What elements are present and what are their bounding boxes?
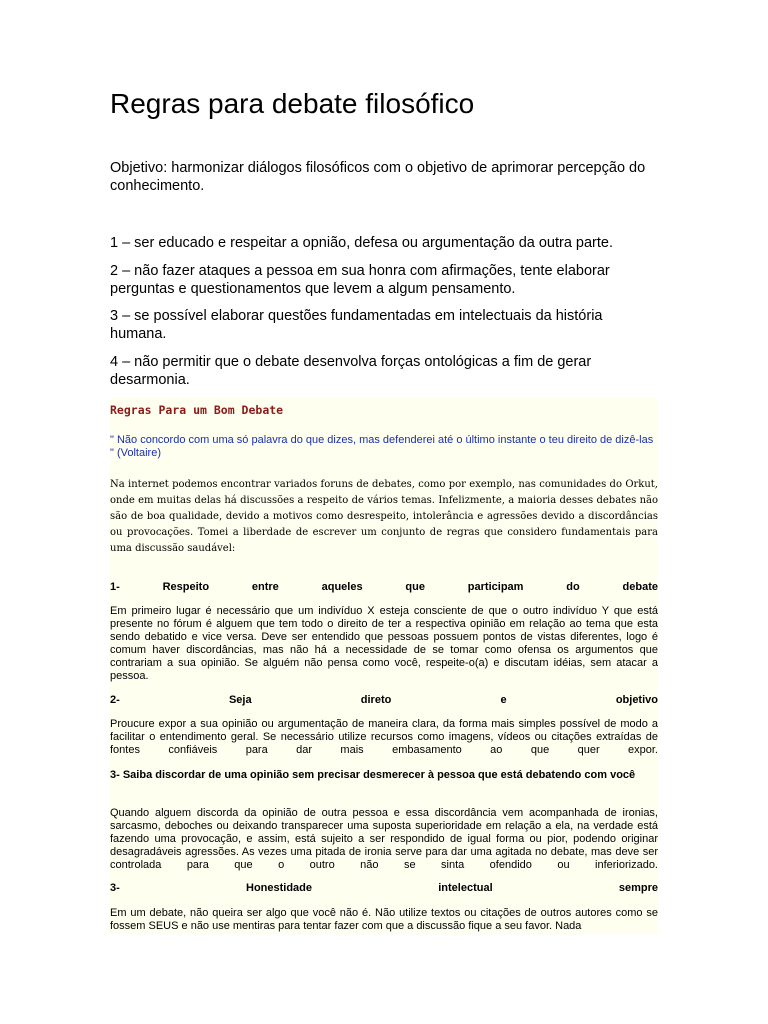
section-3-heading: 3- Saiba discordar de uma opinião sem precisar desmerecer à pessoa que está debatendo com você — [110, 769, 636, 781]
section-2-heading: 2- Seja direto e objetivo — [110, 694, 658, 706]
section-4-heading: 3- Honestidade intelectual sempre — [110, 882, 658, 894]
debate-rules-box — [110, 398, 658, 934]
section-3-body: Quando alguem discorda da opinião de outra pessoa e essa discordância vem acompanhada de ironias, sarcasmo, deboches ou deixando transparecer uma suposta superioridade em relação a ela, na verdade está fazendo uma provocação, e assim, está sujeito a ser respondido de igual forma ou pior, podendo originar desagradáveis agressões. As vezes uma pitada de ironia serve para dar uma agitada no debate, mas deve ser controlada para que o outro não se sinta ofendido ou inferiorizado. — [110, 807, 658, 871]
rule-1: 1 – ser educado e respeitar a opnião, defesa ou argumentação da outra parte. — [110, 235, 614, 251]
section-2-body: Proucure expor a sua opinião ou argumentação de maneira clara, da forma mais simples possível de modo a facilitar o entendimento geral. Se necessário utilize recursos como imagens, vídeos ou citações extraídas de fontes confiáveis para dar mais embasamento ao que quer expor. — [110, 718, 658, 756]
objective-paragraph: Objetivo: harmonizar diálogos filosóficos com o objetivo de aprimorar percepção do conhecimento. — [110, 160, 646, 194]
rule-3: 3 – se possível elaborar questões fundamentadas em intelectuais da história humana. — [110, 308, 603, 342]
section-1-heading: 1- Respeito entre aqueles que participam do debate — [110, 581, 658, 593]
voltaire-quote: " Não concordo com uma só palavra do que dizes, mas defenderei até o último instante o teu direito de dizê-las " (Voltaire) — [110, 434, 654, 459]
page-title: Regras para debate filosófico — [110, 88, 475, 119]
box-title: Regras Para um Bom Debate — [110, 403, 284, 417]
rule-2: 2 – não fazer ataques a pessoa em sua honra com afirmações, tente elaborar perguntas e questionamentos que levem a algum pensamento. — [110, 263, 610, 297]
rule-4: 4 – não permitir que o debate desenvolva forças ontológicas a fim de gerar desarmonia. — [110, 354, 592, 388]
section-4-body: Em um debate, não queira ser algo que você não é. Não utilize textos ou citações de outros autores como se fossem SEUS e não use mentiras para tentar fazer com que a discussão fique a seu favor. Nada — [110, 907, 658, 932]
section-1-body: Em primeiro lugar é necessário que um indivíduo X esteja consciente de que o outro indivíduo Y que está presente no fórum é alguem que tem todo o direito de ter a respectiva opinião em relação ao tema que esta sendo debatido e vice versa. Deve ser entendido que pessoas possuem pontos de vistas diferentes, logo é comum haver discordâncias, mas não há a necessidade de se tomar como ofensa os argumentos que contrariam a sua opinião. Se alguém não pensa como você, respeite-o(a) e discutam idéias, sem atacar a pessoa. — [110, 605, 658, 682]
box-intro: Na internet podemos encontrar variados foruns de debates, como por exemplo, nas comunidades do Orkut, onde em muitas delas há discussões a respeito de vários temas. Infelizmente, a maioria desses debates não são de boa qualidade, devido a motivos como desrespeito, intolerância e agressões devido a discordâncias ou provocações. Tomei a liberdade de escrever um conjunto de regras que considero fundamentais para uma discussão saudável: — [110, 479, 658, 554]
